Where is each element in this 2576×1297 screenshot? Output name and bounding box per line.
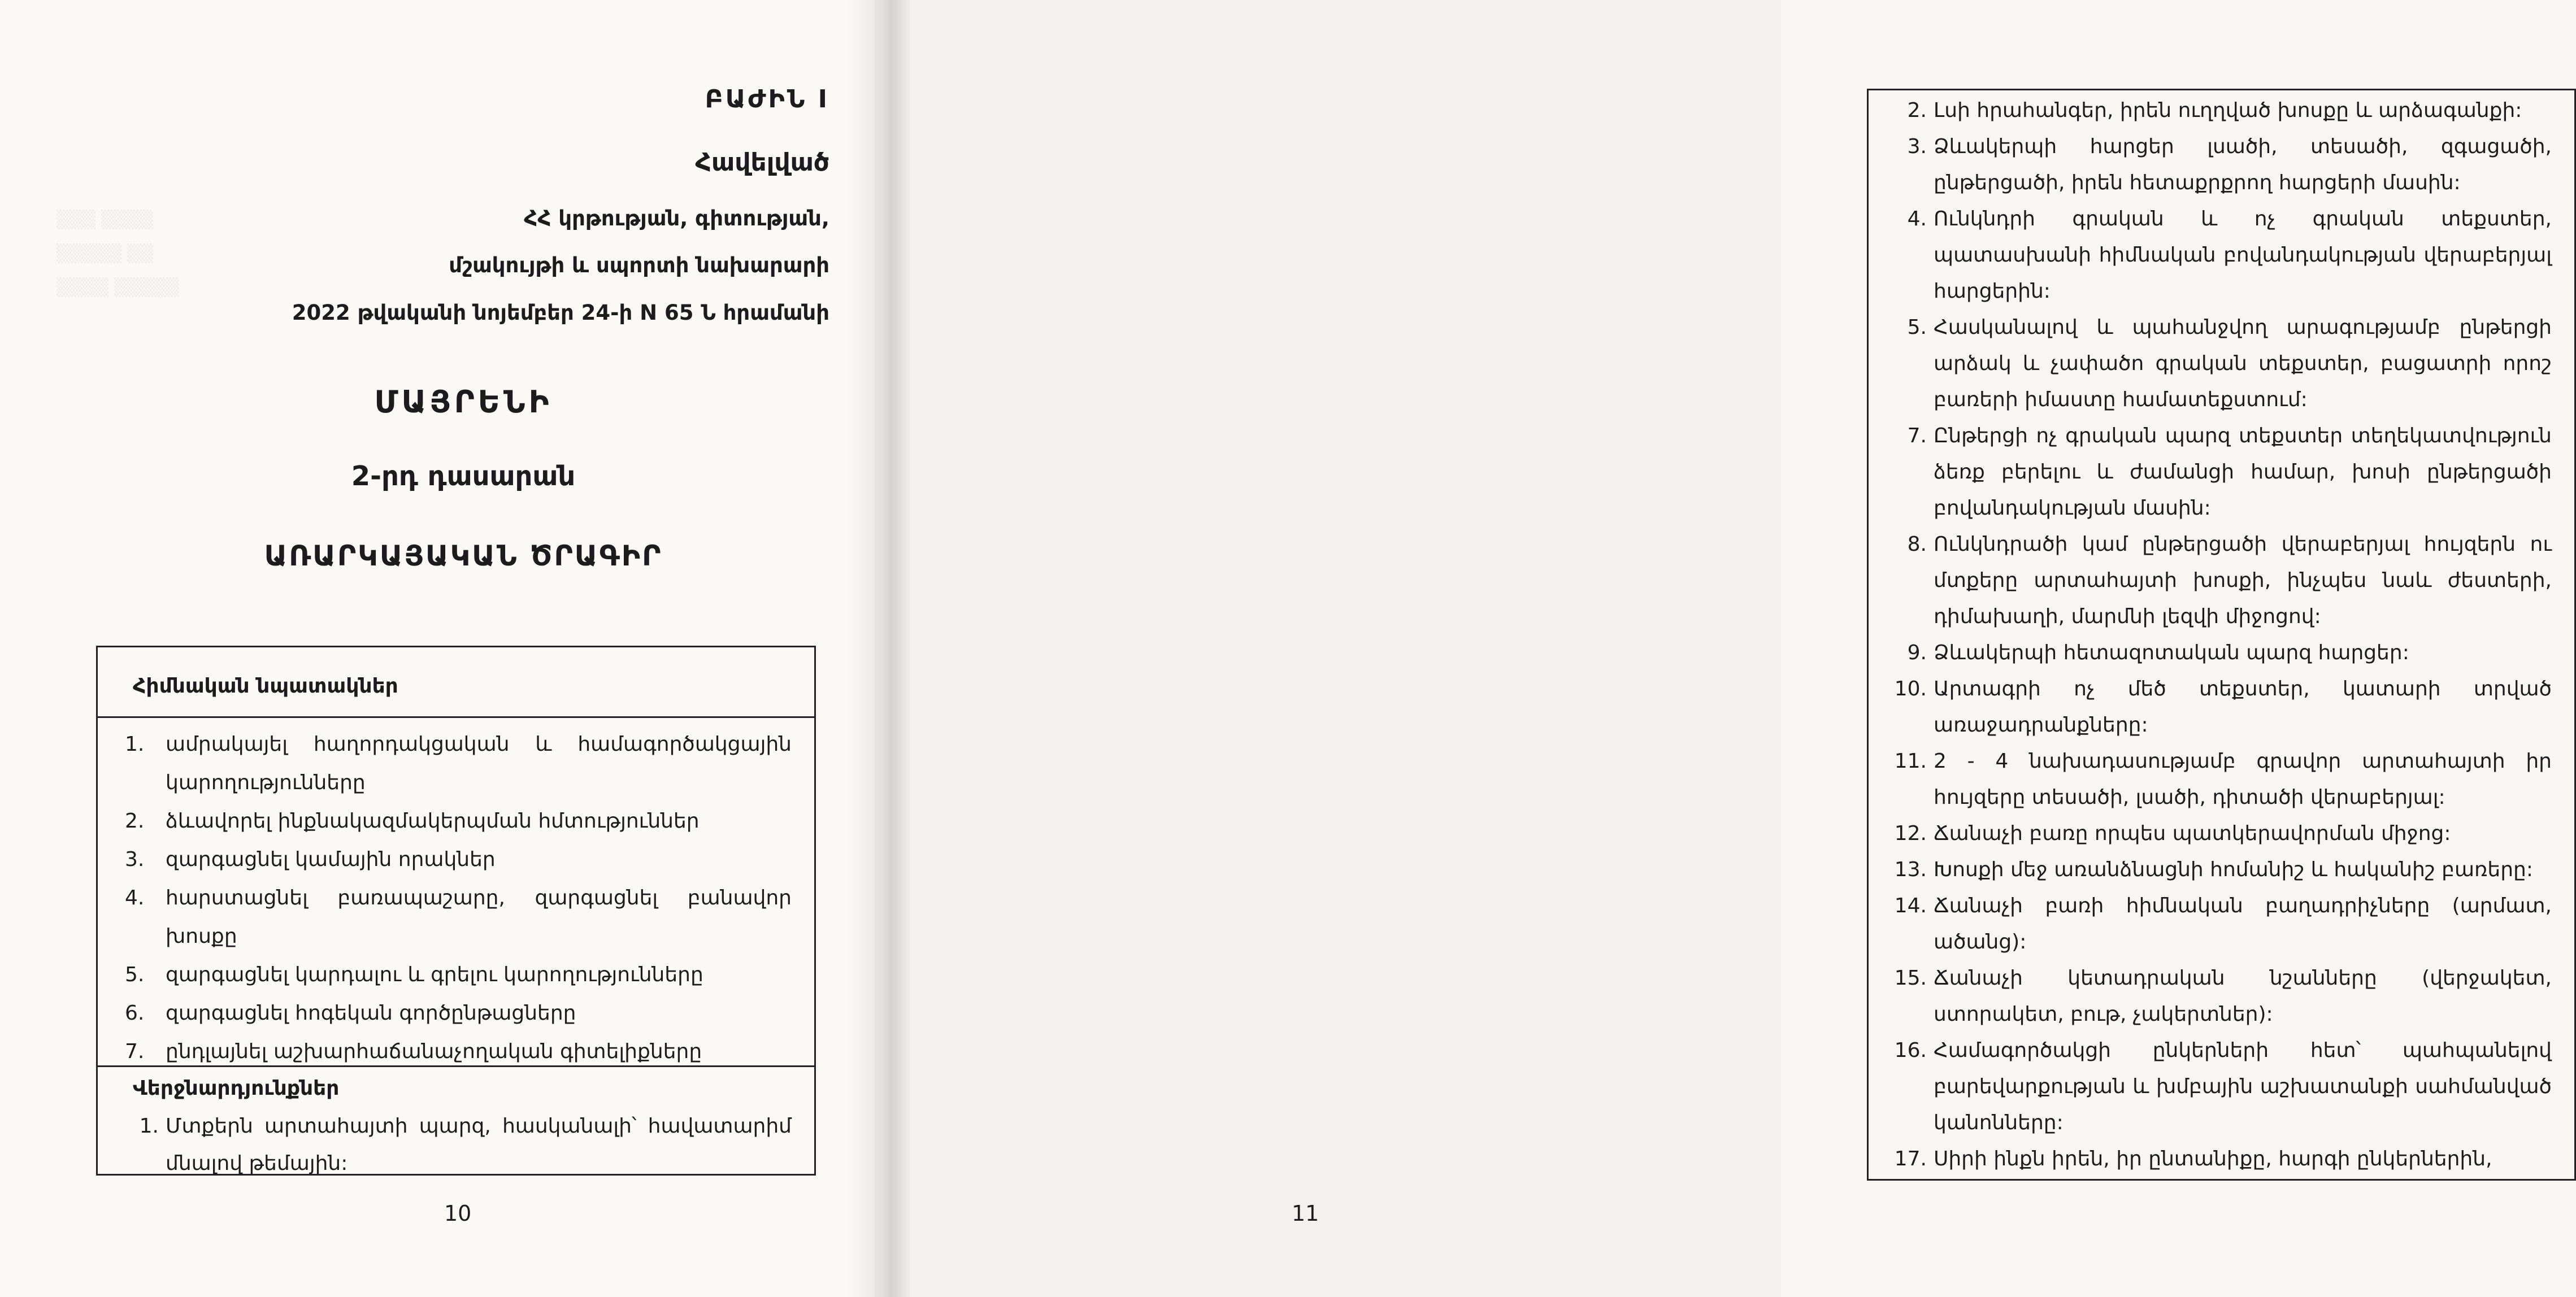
result-item (1884, 852, 2552, 888)
result-text: 2 - 4 նախադասությամբ գրավոր արտահայտի իր հույզերը տեսածի, լսածի, դիտածի վերաբերյալ: (1934, 750, 2552, 809)
result-text: Լսի հրահանգեր, իրեն ուղղված խոսքը և արձագանքի: (1934, 99, 2522, 122)
goals-list (98, 718, 814, 1071)
program-title: ԱՌԱՐԿԱՅԱԿԱՆ ԾՐԱԳԻՐ (264, 539, 663, 572)
result-number: 16. (1894, 1039, 1927, 1062)
goal-text: հարստացնել բառապաշարը, զարգացնել բանավոր խոսքը (166, 886, 792, 948)
result-item (1884, 93, 2552, 129)
result-number: 9. (1907, 641, 1927, 664)
result-text: Համագործակցի ընկերների հետ՝ պահպանելով բարեվարքության և խմբային աշխատանքի սահմանված կանոնները: (1934, 1039, 2552, 1134)
goal-item (125, 725, 792, 802)
result-item (1884, 816, 2552, 852)
result-number: 13. (1894, 858, 1927, 881)
goal-number: 3. (125, 848, 145, 871)
result-number: 3. (1907, 135, 1927, 158)
result-item (1884, 960, 2552, 1033)
result-item (1884, 310, 2552, 418)
result-item (1884, 526, 2552, 635)
goal-item (125, 802, 792, 841)
bleed-through-text: ▒▒▒ ▒▒▒▒ ▒▒▒▒▒ ▒▒ ▒▒▒▒ ▒▒▒▒▒ (57, 210, 180, 298)
goal-item (125, 956, 792, 994)
subject-title: ՄԱՅՐԵՆԻ (374, 384, 553, 420)
result-text: Խոսքի մեջ առանձնացնի հոմանիշ և հականիշ բառերը: (1934, 858, 2533, 881)
goal-number: 7. (125, 1040, 145, 1063)
result-item (1884, 635, 2552, 671)
goal-text: ձևավորել ինքնակազմակերպման հմտություններ (166, 809, 700, 833)
result-text: Արտագրի ոչ մեծ տեքստեր, կատարի տրված առաջադրանքները: (1934, 677, 2552, 737)
left-page (0, 0, 875, 1297)
result-number: 7. (1907, 424, 1927, 447)
grade-title: 2-րդ դասարան (351, 460, 576, 492)
goal-number: 6. (125, 1002, 145, 1025)
page-number-right: 11 (1292, 1201, 1319, 1226)
result-text: Հասկանալով և պահանջվող արագությամբ ընթերցի արձակ և չափածո գրական տեքստեր, բացատրի որոշ բառերի իմաստը համատեքստում: (1934, 316, 2552, 411)
result-text: Մտքերն արտահայտի պարզ, հասկանալի՝ հավատարիմ մնալով թեմային: (166, 1115, 792, 1175)
goal-item (125, 994, 792, 1033)
result-text: Ձևակերպի հարցեր լսածի, տեսածի, զգացածի, ընթերցածի, իրեն հետաքրքրող հարցերի մասին: (1934, 135, 2552, 194)
result-number: 11. (1894, 750, 1927, 773)
result-item (1884, 671, 2552, 743)
results-list (1869, 90, 2574, 1177)
result-number: 14. (1894, 894, 1927, 917)
goals-header: Հիմնական նպատակներ (98, 647, 814, 718)
result-item (125, 1108, 792, 1182)
goal-text: զարգացնել հոգեկան գործընթացները (166, 1002, 576, 1025)
result-number: 2. (1907, 99, 1927, 122)
result-number: 5. (1907, 316, 1927, 339)
result-number: 10. (1894, 677, 1927, 700)
results-list-start (125, 1108, 792, 1182)
result-number: 17. (1894, 1147, 1927, 1170)
goal-number: 5. (125, 963, 145, 986)
result-item (1884, 1141, 2552, 1177)
goal-number: 1. (125, 733, 145, 756)
goal-text: ընդլայնել աշխարհաճանաչողական գիտելիքները (166, 1040, 702, 1063)
result-number: 1. (139, 1115, 159, 1138)
result-item (1884, 201, 2552, 310)
result-item (1884, 743, 2552, 816)
goals-results-table (96, 646, 816, 1176)
result-item (1884, 418, 2552, 526)
result-text: Ունկնդրի գրական և ոչ գրական տեքստեր, պատասխանի հիմնական բովանդակության վերաբերյալ հարցերին: (1934, 207, 2552, 303)
result-text: Ունկնդրածի կամ ընթերցածի վերաբերյալ հույզերն ու մտքերը արտահայտի խոսքի, ինչպես նաև ժեստերի, դիմախաղի, մարմնի լեզվի միջոցով: (1934, 533, 2552, 628)
book-gutter-shadow (848, 0, 910, 1297)
results-header: Վերջնարդյունքներ (98, 1065, 814, 1100)
goal-item (125, 879, 792, 956)
result-number: 12. (1894, 822, 1927, 845)
result-item (1884, 129, 2552, 201)
goal-number: 4. (125, 886, 145, 909)
goal-text: զարգացնել կամային որակներ (166, 848, 496, 871)
page-number-left: 10 (444, 1201, 472, 1226)
result-text: Ընթերցի ոչ գրական պարզ տեքստեր տեղեկատվություն ձեռք բերելու և ժամանցի համար, խոսի ընթերցածի բովանդակության մասին: (1934, 424, 2552, 520)
approval-line-2: մշակույթի և սպորտի նախարարի (449, 253, 829, 277)
result-text: Սիրի ինքն իրեն, իր ընտանիքը, հարգի ընկերներին, (1934, 1147, 2492, 1170)
goal-number: 2. (125, 809, 145, 833)
result-item (1884, 888, 2552, 960)
result-item (1884, 1033, 2552, 1141)
results-table-continued (1867, 89, 2576, 1181)
result-number: 15. (1894, 967, 1927, 990)
appendix-label: Հավելված (695, 148, 829, 177)
part-label: ԲԱԺԻՆ I (705, 85, 829, 114)
result-number: 4. (1907, 207, 1927, 230)
approval-line-3: 2022 թվականի նոյեմբեր 24-ի N 65 Ն հրամանի (292, 301, 829, 325)
result-text: Ճանաչի բառը որպես պատկերավորման միջոց: (1934, 822, 2451, 845)
result-text: Ճանաչի բառի հիմնական բաղադրիչները (արմատ, ածանց): (1934, 894, 2552, 954)
goal-item (125, 841, 792, 879)
result-number: 8. (1907, 533, 1927, 556)
goal-text: զարգացնել կարդալու և գրելու կարողությունները (166, 963, 703, 986)
approval-line-1: ՀՀ կրթության, գիտության, (524, 206, 829, 230)
result-text: Ճանաչի կետադրական նշանները (վերջակետ, ստորակետ, բութ, չակերտներ): (1934, 967, 2552, 1026)
goal-text: ամրակայել հաղորդակցական և համագործակցային կարողությունները (166, 733, 792, 794)
right-page (875, 0, 2552, 1297)
result-text: Ձևակերպի հետազոտական պարզ հարցեր: (1934, 641, 2409, 664)
